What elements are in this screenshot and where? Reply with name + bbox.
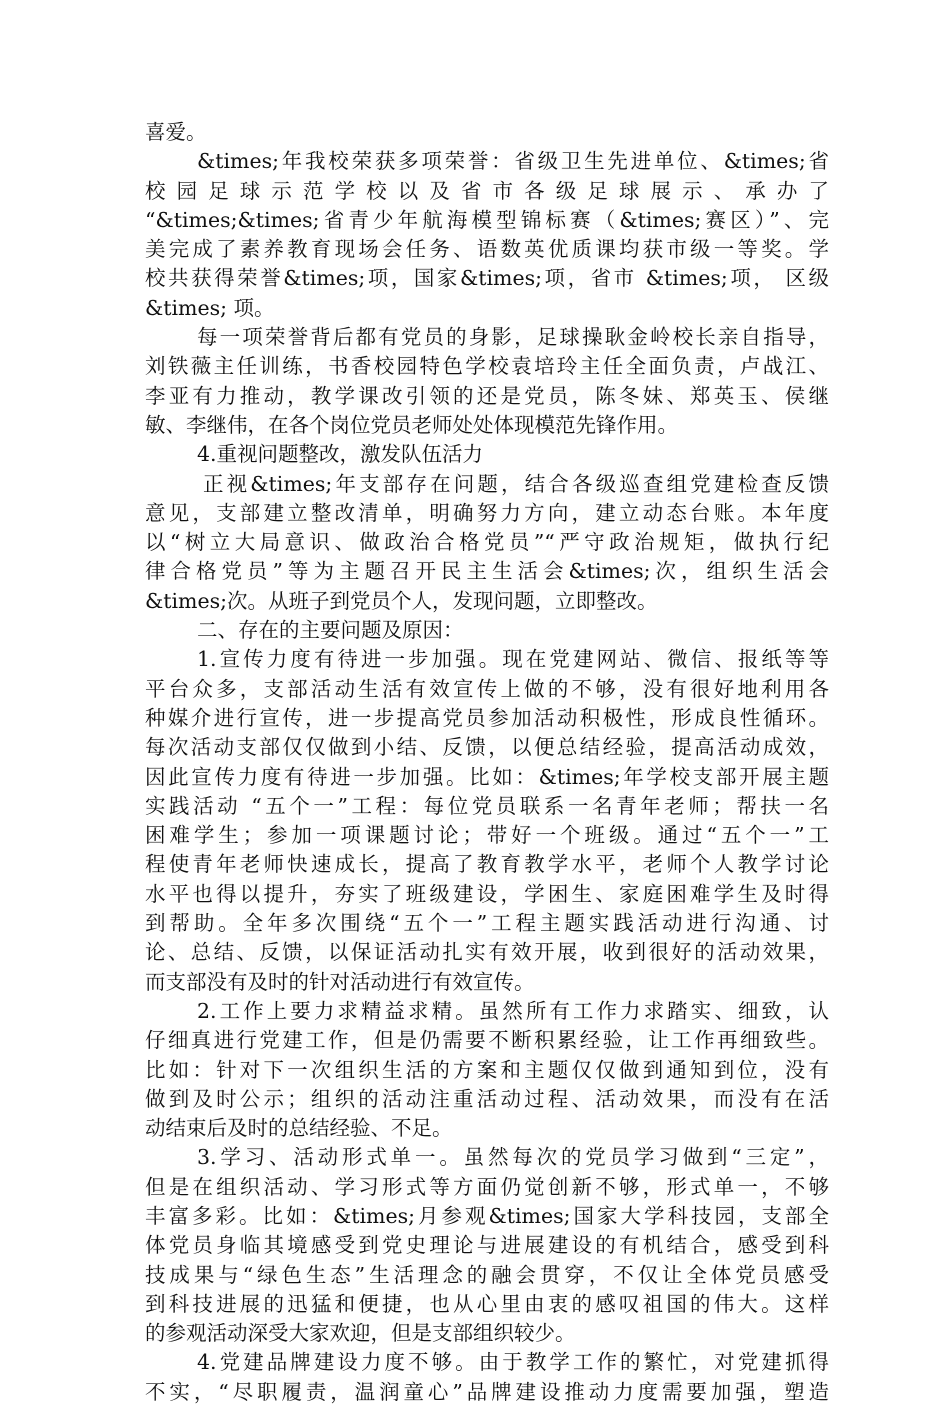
text-line: 校共获得荣誉&times;项，国家&times;项，省市 &times;项， 区级 [145, 266, 829, 291]
text-line: 2.工作上要力求精益求精。虽然所有工作力求踏实、细致，认 [197, 998, 829, 1023]
document-body [145, 118, 829, 1407]
text-line: 比如：针对下一次组织生活的方案和主题仅仅做到通知到位，没有 [145, 1057, 829, 1082]
text-line: 平台众多，支部活动生活有效宣传上做的不够，没有很好地利用各 [145, 676, 829, 701]
text-line: 困难学生；参加一项课题讨论；带好一个班级。通过“五个一”工 [145, 823, 829, 848]
text-line: 仔细真进行党建工作，但是仍需要不断积累经验，让工作再细致些。 [145, 1028, 829, 1053]
text-line: 技成果与“绿色生态”生活理念的融会贯穿，不仅让全体党员感受 [145, 1262, 829, 1287]
text-line: 3.学习、活动形式单一。虽然每次的党员学习做到“三定”， [197, 1145, 829, 1170]
text-line: 美完成了素养教育现场会任务、语数英优质课均获市级一等奖。学 [145, 237, 829, 262]
text-line: 二、存在的主要问题及原因： [197, 618, 464, 643]
text-line: 因此宣传力度有待进一步加强。比如：&times;年学校支部开展主题 [145, 764, 829, 789]
text-line: 喜爱。 [145, 120, 207, 144]
text-line: 实践活动 “五个一”工程：每位党员联系一名青年老师；帮扶一名 [145, 793, 829, 818]
text-line: 做到及时公示；组织的活动注重活动过程、活动效果，而没有在活 [145, 1086, 829, 1111]
text-line: 到科技进展的迅猛和便捷，也从心里由衷的感叹祖国的伟大。这样 [145, 1291, 829, 1316]
text-line: &times; 项。 [145, 295, 275, 320]
text-line: 校园足球示范学校以及省市各级足球展示、承办了 [145, 178, 829, 203]
text-line: 以“树立大局意识、做政治合格党员”“严守政治规矩，做执行纪 [145, 530, 829, 555]
text-line: 1.宣传力度有待进一步加强。现在党建网站、微信、报纸等等 [197, 647, 829, 672]
text-line: 程使青年老师快速成长，提高了教育教学水平，老师个人教学讨论 [145, 852, 829, 877]
text-line: 丰富多彩。比如：&times;月参观&times;国家大学科技园，支部全 [145, 1203, 829, 1228]
text-line: 水平也得以提升，夯实了班级建设，学困生、家庭困难学生及时得 [145, 881, 829, 906]
text-line: 4.党建品牌建设力度不够。由于教学工作的繁忙，对党建抓得 [197, 1350, 829, 1375]
text-line: 正视&times;年支部存在问题，结合各级巡查组党建检查反馈 [203, 471, 829, 496]
text-line: 意见，支部建立整改清单，明确努力方向，建立动态台账。本年度 [145, 500, 829, 525]
text-line: “&times;&times;省青少年航海模型锦标赛（&times;赛区）”、完 [145, 207, 829, 232]
text-line: 种媒介进行宣传，进一步提高党员参加活动积极性，形成良性循环。 [145, 705, 829, 730]
text-line: 但是在组织活动、学习形式等方面仍觉创新不够，形式单一，不够 [145, 1174, 829, 1199]
text-line: &times;年我校荣获多项荣誉：省级卫生先进单位、&times;省 [197, 149, 829, 174]
text-line: 的参观活动深受大家欢迎，但是支部组织较少。 [145, 1321, 576, 1346]
text-line: 4.重视问题整改，激发队伍活力 [197, 442, 484, 467]
text-line: 不实，“尽职履责，温润童心”品牌建设推动力度需要加强，塑造 [145, 1379, 829, 1404]
text-line: 而支部没有及时的针对活动进行有效宣传。 [145, 969, 535, 994]
text-line: 刘铁薇主任训练，书香校园特色学校袁培玲主任全面负责，卢战江、 [145, 354, 829, 379]
text-line: 到帮助。全年多次围绕“五个一”工程主题实践活动进行沟通、讨 [145, 911, 829, 936]
text-line: &times;次。从班子到党员个人，发现问题，立即整改。 [145, 588, 658, 613]
text-line: 敏、李继伟，在各个岗位党员老师处处体现模范先锋作用。 [145, 412, 678, 437]
text-line: 律合格党员”等为主题召开民主生活会&times;次，组织生活会 [145, 559, 829, 584]
text-line: 体党员身临其境感受到党史理论与进展建设的有机结合，感受到科 [145, 1233, 829, 1258]
text-line: 李亚有力推动，教学课改引领的还是党员，陈冬妹、郑英玉、侯继 [145, 383, 829, 408]
text-line: 每一项荣誉背后都有党员的身影，足球操耿金岭校长亲自指导， [197, 325, 829, 350]
text-line: 动结束后及时的总结经验、不足。 [145, 1116, 453, 1141]
text-line: 每次活动支部仅仅做到小结、反馈，以便总结经验，提高活动成效， [145, 735, 829, 760]
text-line: 论、总结、反馈，以保证活动扎实有效开展，收到很好的活动效果， [145, 940, 829, 965]
